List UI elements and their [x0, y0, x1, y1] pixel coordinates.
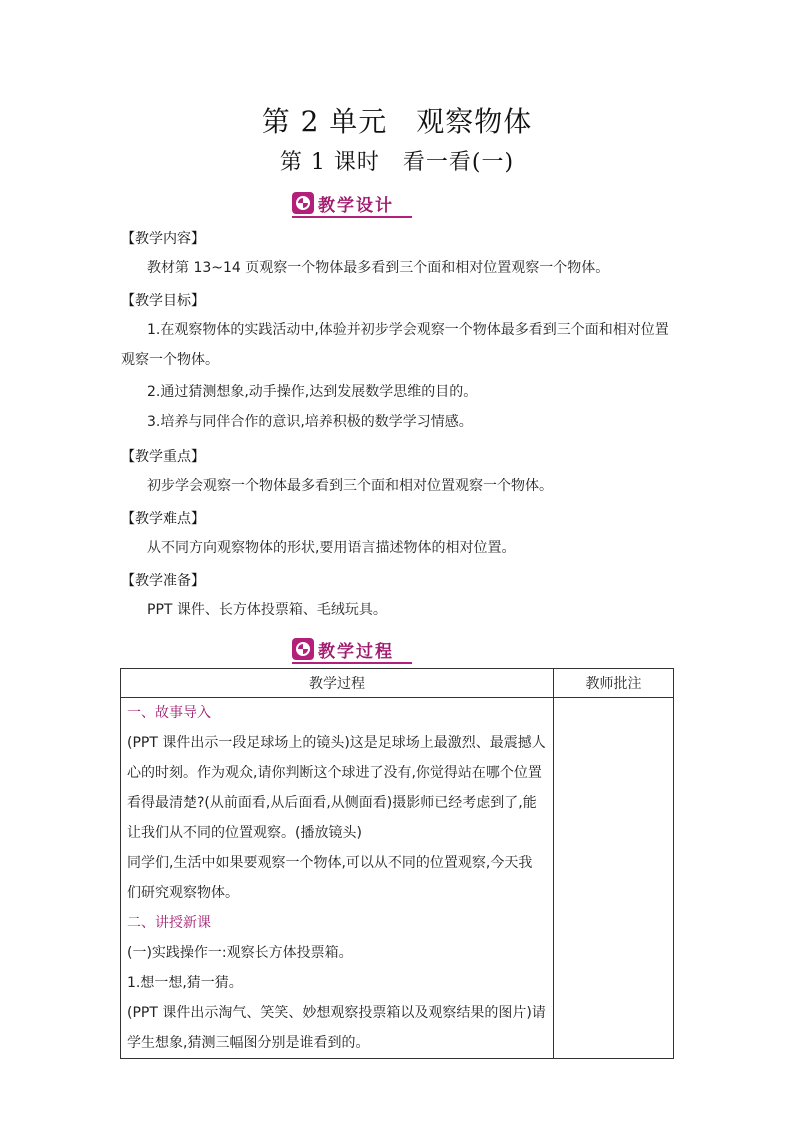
- process-table: [120, 668, 674, 1059]
- teaching-design-banner: [292, 190, 412, 216]
- section-paragraph: 3.培养与同伴合作的意识,培养积极的数学学习情感。: [147, 414, 473, 430]
- section-heading-difficulties: 【教学难点】: [121, 511, 205, 527]
- process-line: 让我们从不同的位置观察。(播放镜头): [127, 825, 362, 841]
- spiral-logo-icon: [292, 638, 314, 660]
- column-header-process: 教学过程: [121, 669, 554, 698]
- section-paragraph: PPT 课件、长方体投票箱、毛绒玩具。: [147, 602, 387, 618]
- banner-underline: [292, 216, 412, 218]
- spiral-logo-icon: [292, 192, 314, 214]
- section-heading-goals: 【教学目标】: [121, 293, 205, 309]
- section-paragraph: 初步学会观察一个物体最多看到三个面和相对位置观察一个物体。: [147, 478, 553, 494]
- section-heading-preparation: 【教学准备】: [121, 573, 205, 589]
- process-line: 心的时刻。作为观众,请你判断这个球进了没有,你觉得站在哪个位置: [127, 765, 542, 781]
- process-line: (一)实践操作一:观察长方体投票箱。: [127, 945, 353, 961]
- section-heading-key-points: 【教学重点】: [121, 449, 205, 465]
- section-paragraph: 1.在观察物体的实践活动中,体验并初步学会观察一个物体最多看到三个面和相对位置: [147, 322, 669, 338]
- step-heading: 二、讲授新课: [127, 915, 211, 931]
- lesson-title: 第 1 课时 看一看(一): [279, 150, 515, 175]
- section-paragraph: 从不同方向观察物体的形状,要用语言描述物体的相对位置。: [147, 540, 516, 556]
- banner-label: 教学过程: [318, 641, 394, 662]
- table-header-row: [121, 669, 674, 698]
- banner-label: 教学设计: [318, 195, 394, 216]
- banner-underline: [292, 662, 412, 664]
- unit-title: 第 2 单元 观察物体: [261, 105, 533, 138]
- column-header-notes: 教师批注: [554, 669, 674, 698]
- process-cell: [121, 698, 554, 1059]
- process-line: (PPT 课件出示一段足球场上的镜头)这是足球场上最激烈、最震撼人: [127, 735, 546, 751]
- section-paragraph: 观察一个物体。: [121, 352, 219, 368]
- process-line: 同学们,生活中如果要观察一个物体,可以从不同的位置观察,今天我: [127, 855, 533, 871]
- table-row: [121, 698, 674, 1059]
- process-line: 学生想象,猜测三幅图分别是谁看到的。: [127, 1035, 370, 1051]
- section-paragraph: 教材第 13~14 页观察一个物体最多看到三个面和相对位置观察一个物体。: [147, 260, 610, 276]
- step-heading: 一、故事导入: [127, 705, 211, 721]
- section-heading-content: 【教学内容】: [121, 231, 205, 247]
- process-line: 看得最清楚?(从前面看,从后面看,从侧面看)摄影师已经考虑到了,能: [127, 795, 537, 811]
- process-lines: [121, 698, 553, 1058]
- process-line: (PPT 课件出示淘气、笑笑、妙想观察投票箱以及观察结果的图片)请: [127, 1005, 546, 1021]
- process-line: 们研究观察物体。: [127, 885, 239, 901]
- process-line: 1.想一想,猜一猜。: [127, 975, 243, 991]
- notes-cell: [554, 698, 674, 1059]
- teaching-process-banner: [292, 636, 412, 662]
- section-paragraph: 2.通过猜测想象,动手操作,达到发展数学思维的目的。: [147, 384, 478, 400]
